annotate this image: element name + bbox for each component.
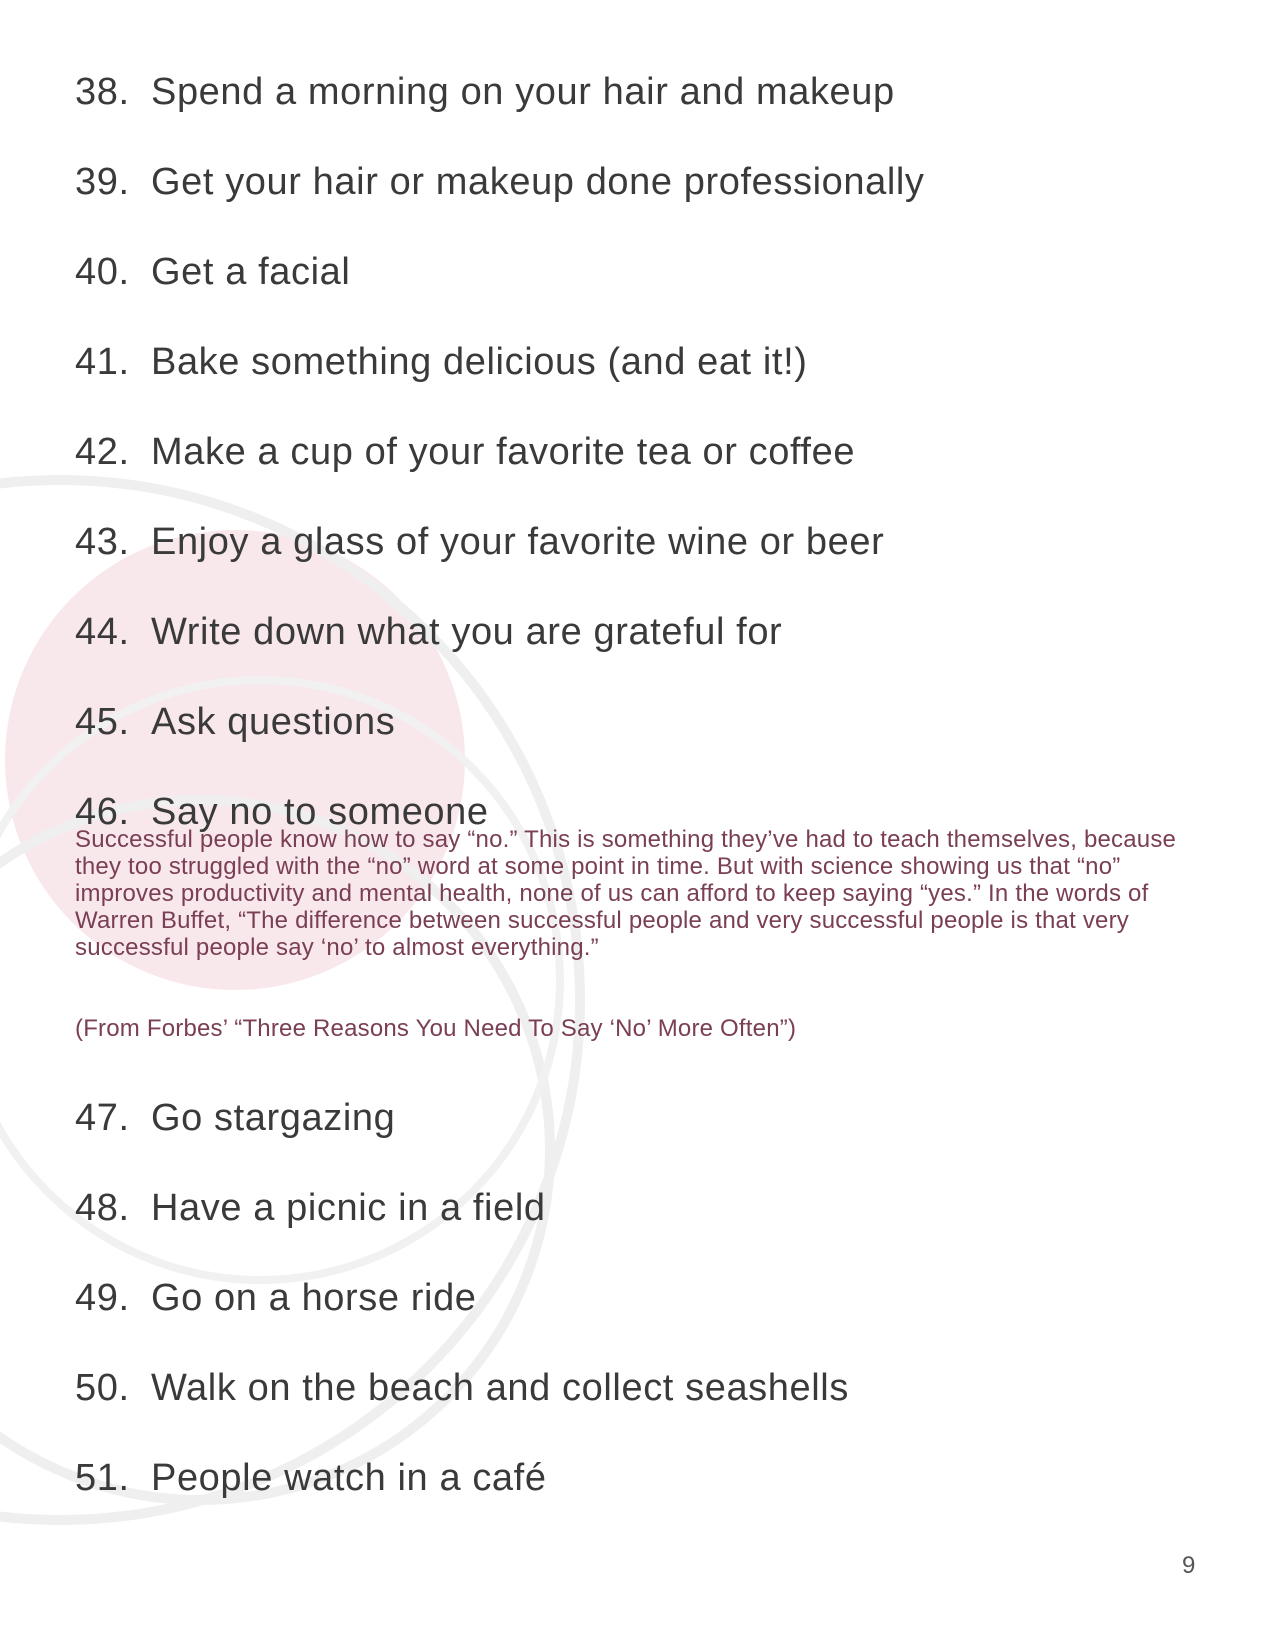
- item-number: 43.: [75, 521, 130, 563]
- item-text: Get a facial: [151, 251, 351, 293]
- item-text: Go stargazing: [151, 1097, 396, 1139]
- item-number: 46.: [75, 791, 130, 833]
- item-text: Have a picnic in a field: [151, 1187, 546, 1229]
- item-number: 49.: [75, 1277, 130, 1319]
- item-text: Enjoy a glass of your favorite wine or beer: [151, 521, 885, 563]
- item-number: 50.: [75, 1367, 130, 1409]
- item-text: Say no to someone: [151, 791, 489, 833]
- item-number: 38.: [75, 71, 130, 113]
- item-number: 41.: [75, 341, 130, 383]
- item-number: 51.: [75, 1457, 130, 1499]
- item-number: 42.: [75, 431, 130, 473]
- item-text: Ask questions: [151, 701, 396, 743]
- item-text: Go on a horse ride: [151, 1277, 477, 1319]
- item-text: Get your hair or makeup done professionally: [151, 161, 925, 203]
- item-text: Write down what you are grateful for: [151, 611, 783, 653]
- item-number: 48.: [75, 1187, 130, 1229]
- item-text: People watch in a café: [151, 1457, 547, 1499]
- item-note: Successful people know how to say “no.” This is something they’ve had to teach themselves, because they too struggled with the “no” word at some point in time. But with science showing us that “no” improves productivity and mental health, none of us can afford to keep saying “yes.” In the words of Warren Buffet, “The difference between successful people and very successful people is that very successful people say ‘no’ to almost everything.”: [75, 826, 1177, 961]
- item-number: 39.: [75, 161, 130, 203]
- item-text: Spend a morning on your hair and makeup: [151, 71, 895, 113]
- page-number: 9: [1182, 1552, 1196, 1579]
- item-number: 44.: [75, 611, 130, 653]
- item-number: 45.: [75, 701, 130, 743]
- note-source: (From Forbes’ “Three Reasons You Need To Say ‘No’ More Often”): [75, 1015, 797, 1042]
- item-number: 47.: [75, 1097, 130, 1139]
- item-number: 40.: [75, 251, 130, 293]
- item-text: Bake something delicious (and eat it!): [151, 341, 808, 383]
- item-text: Make a cup of your favorite tea or coffee: [151, 431, 856, 473]
- item-text: Walk on the beach and collect seashells: [151, 1367, 849, 1409]
